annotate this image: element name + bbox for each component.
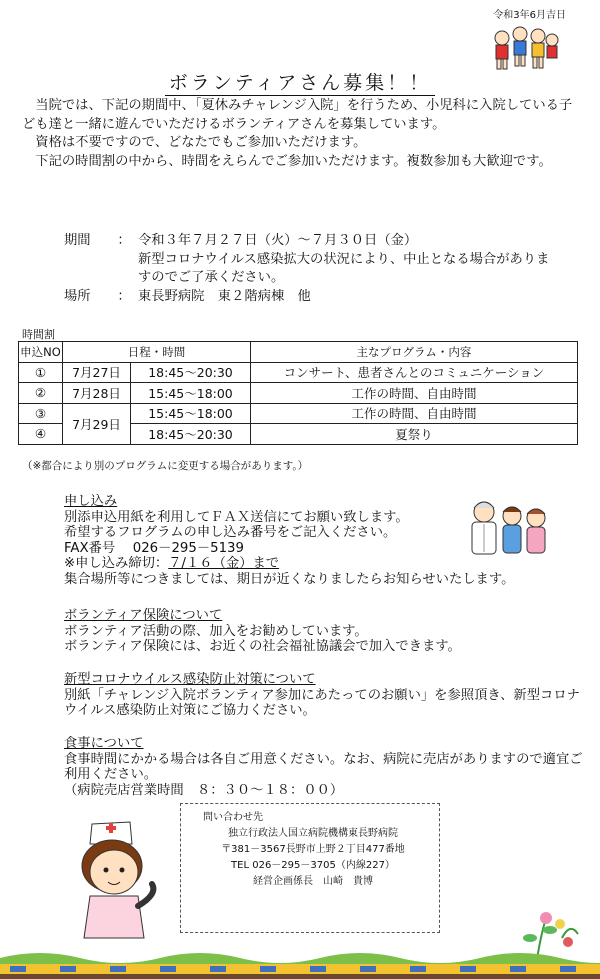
timetable-note: （※都合により別のプログラムに変更する場合があります。） [22, 460, 309, 472]
header-schedule: 日程・時間 [63, 342, 251, 363]
row-time: 15:45～18:00 [131, 383, 251, 404]
row-no: ② [19, 383, 63, 404]
row-no: ④ [19, 424, 63, 445]
row-program: 工作の時間、自由時間 [251, 383, 578, 404]
nurse-character-icon [82, 822, 153, 938]
row-time: 15:45～18:00 [131, 403, 251, 424]
nurse-illustration [76, 818, 168, 942]
child-figure-2-icon [513, 27, 527, 66]
contact-org: 独立行政法人国立病院機構東長野病院 [228, 828, 398, 839]
row-time: 18:45～20:30 [131, 424, 251, 445]
fax-label: FAX番号 [64, 540, 116, 556]
page-title: ボランティアさん募集！！ [0, 68, 600, 95]
deadline-line [64, 556, 514, 572]
table-row [19, 362, 578, 383]
children-illustration [490, 22, 560, 74]
timetable-label: 時間割 [22, 328, 55, 341]
contact-person: 経営企画係長 山崎 貴博 [253, 876, 373, 887]
meal-section [64, 736, 584, 798]
child-figure-1-icon [495, 31, 509, 69]
period-value: 令和３年７月２７日（火）～７月３０日（金） [138, 233, 418, 248]
row-date: 7月27日 [63, 362, 131, 383]
deadline-prefix: ※申し込み締切： [64, 556, 169, 571]
intro-text [22, 97, 578, 171]
issue-date: 令和3年6月吉日 [493, 10, 566, 21]
contact-tel: TEL 026－295－3705（内線227） [231, 860, 395, 871]
row-date: 7月28日 [63, 383, 131, 404]
intro-paragraph-2: 資格は不要ですので、どなたでもご参加いただけます。 [35, 135, 367, 150]
fax-number: 026－295－5139 [132, 540, 244, 556]
timetable [18, 341, 578, 445]
shop-hours: （病院売店営業時間 ８：３０～１８：００） [64, 782, 344, 798]
covid-section [64, 672, 584, 719]
insurance-line-2: ボランティア保険には、お近くの社会福祉協議会で加入できます。 [64, 639, 461, 654]
place-colon: ： [117, 288, 131, 304]
row-no: ① [19, 362, 63, 383]
child-figure-3-icon [531, 29, 545, 68]
period-colon: ： [117, 233, 131, 248]
insurance-section [64, 608, 461, 655]
header-no: 申込NO [19, 342, 63, 363]
row-program: 夏祭り [251, 424, 578, 445]
insurance-line-1: ボランティア活動の際、加入をお勧めしています。 [64, 623, 368, 639]
covid-heading: 新型コロナウイルス感染防止対策について [64, 672, 316, 687]
period-note: 新型コロナウイルス感染拡大の状況により、中止となる場合がありますのでご了承ください。 [138, 251, 550, 285]
row-no: ③ [19, 403, 63, 424]
place-value: 東長野病院 東２階病棟 他 [138, 288, 311, 304]
intro-paragraph-1: 当院では、下記の期間中、「夏休みチャレンジ入院」を行うため、小児科に入院している子ども達と一緒に遊んでいただけるボランティアさんを募集しています。 [22, 98, 573, 132]
event-info [64, 232, 558, 306]
grass-border-icon [0, 953, 600, 979]
place-label: 場所 [64, 288, 91, 304]
period-label: 期間 [64, 233, 91, 248]
insurance-heading: ボランティア保険について [64, 608, 223, 623]
covid-text: 別紙「チャレンジ入院ボランティア参加にあたってのお願い」を参照頂き、新型コロナウイルス感染防止対策にご協力ください。 [64, 687, 580, 718]
meal-heading: 食事について [64, 736, 144, 751]
table-row [19, 403, 578, 424]
nurse-figure-2-icon [527, 509, 545, 553]
header-program: 主なプログラム・内容 [251, 342, 578, 363]
intro-paragraph-3: 下記の時間割の中から、時間をえらんでご参加いただけます。複数参加も大歓迎です。 [35, 153, 552, 169]
child-figure-4-icon [546, 34, 558, 58]
contact-heading: 問い合わせ先 [203, 812, 263, 823]
contact-box [180, 803, 440, 933]
apply-line-2: 希望するフログラムの申し込み番号をご記入ください。 [64, 525, 397, 540]
deadline-value: ７/１６（金）まで [168, 556, 280, 571]
apply-heading: 申し込み [64, 494, 118, 509]
row-date: 7月29日 [63, 403, 131, 444]
meal-text: 食事時間にかかる場合は各自ご用意ください。なお、病院に売店がありますので適宜ご利用ください。 [64, 751, 583, 782]
row-program: コンサート、患者さんとのコミュニケーション [251, 362, 578, 383]
apply-section [64, 494, 514, 587]
row-program: 工作の時間、自由時間 [251, 403, 578, 424]
row-time: 18:45～20:30 [131, 362, 251, 383]
bottom-border-decoration [0, 946, 600, 979]
fax-line [64, 541, 514, 557]
table-row [19, 383, 578, 404]
apply-line-4: 集合場所等につきましては、期日が近くなりましたらお知らせいたします。 [64, 571, 515, 587]
contact-address: 〒381－3567長野市上野２丁目477番地 [221, 844, 405, 855]
apply-line-1: 別添申込用紙を利用してＦＡＸ送信にてお願い致します。 [64, 509, 409, 525]
